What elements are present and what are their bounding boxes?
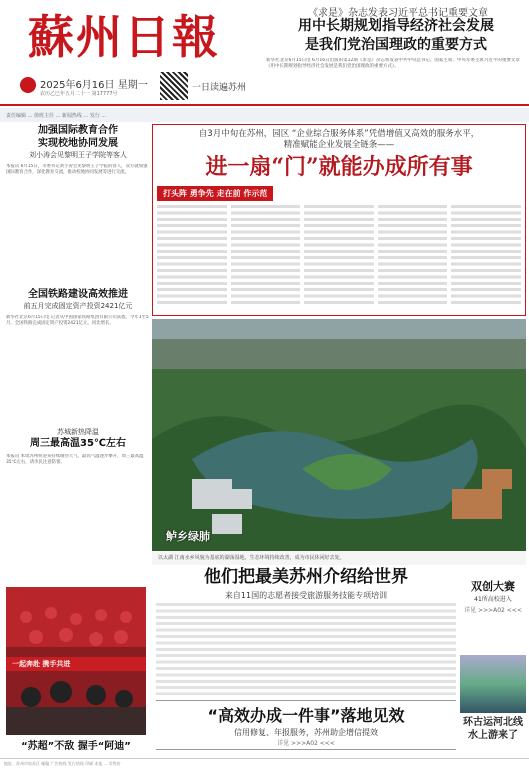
text-column	[231, 205, 301, 305]
story-subtitle: 来自11国的志愿者接受旅游服务技能专项培训	[224, 591, 388, 600]
bottom-story[interactable]	[156, 700, 456, 750]
story-subtitle: 前五月完成固定资产投资2421亿元	[23, 302, 133, 310]
football-photo[interactable]	[6, 587, 146, 735]
left-column	[6, 124, 150, 546]
story-title[interactable]	[6, 124, 150, 150]
story-title-line: 加强国际教育合作	[38, 125, 118, 136]
text-column	[304, 205, 374, 305]
qr-label: 一日读遍苏州	[192, 83, 247, 93]
footer: 地址：苏州市姑苏区 邮编 广告热线 发行热线 印刷 本报 ... 零售价	[0, 758, 529, 768]
top-story-headline[interactable]	[268, 17, 524, 55]
qr-code-icon[interactable]	[160, 72, 188, 100]
divider	[0, 104, 529, 106]
headline-line-2: 是我们党治国理政的重要方式	[305, 37, 487, 53]
story-body	[156, 603, 456, 695]
top-story-supertitle[interactable]: 《求是》杂志发表习近平总书记重要文章	[308, 8, 488, 19]
aerial-photo[interactable]	[152, 319, 526, 551]
story-body: 本报讯 6月15日，市委书记刘小涛会见黎明王子学院的客人，双方就加强国际教育合作，深化教育交流，推动校地协同发展等进行交流。	[6, 164, 148, 176]
masthead	[0, 0, 529, 108]
bottom-subtitle: 信用修复、年报服务，苏州助企增信提效	[234, 728, 378, 737]
text-column	[451, 205, 521, 305]
photo-banner: 一起奔赴 携手共进	[12, 660, 71, 668]
side-teaser[interactable]	[460, 578, 526, 614]
feature-title: 进一扇“门”就能办成所有事	[205, 154, 473, 180]
feature-deck-line: 精准赋能企业发展全链条——	[283, 140, 395, 150]
feature-deck	[157, 129, 521, 151]
side-title: 双创大赛	[471, 580, 515, 593]
text-column	[378, 205, 448, 305]
story-body: 本报讯 本周苏州将迎来持续晴热天气，最高气温逐步攀升，周三最高温35℃左右，请市民注意防暑。	[6, 454, 144, 466]
issue-info: 农历乙巳年五月二十一 第17777号	[40, 91, 118, 97]
river-title[interactable]: 环古运河北线水上游来了	[463, 717, 523, 741]
issue-date: 2025年6月16日 星期一	[40, 80, 148, 91]
see-more-link[interactable]: 详见 >>>A02 <<<	[277, 740, 335, 747]
river-photo[interactable]	[460, 655, 526, 713]
story-headline[interactable]: 他们把最美苏州介绍给世界	[204, 567, 408, 587]
photo-caption: “苏超”不敌 握手“阿迪”	[21, 741, 131, 752]
story-subtitle: 刘小涛会见黎明王子学院等客人	[29, 151, 127, 159]
info-bar: 责任编辑 ... 值班主任 ... 新闻热线 ... 发行 ...	[0, 108, 529, 122]
side-subtitle: 41所高校进入	[474, 596, 512, 603]
feature-story[interactable]	[152, 124, 526, 316]
story-title[interactable]: 周三最高温35℃左右	[29, 438, 127, 449]
feature-columns	[157, 205, 521, 305]
feature-tag: 打头阵 勇争先 走在前 作示范	[157, 186, 273, 201]
story-body: 新华社北京6月15日电 记者从中国国家铁路集团有限公司获悉，今年1至5月，全国铁路完成固定资产投资2421亿元，同比增长。	[6, 315, 149, 327]
story-title[interactable]: 全国铁路建设高效推进	[28, 289, 128, 300]
bottom-title: “高效办成一件事”落地见效	[207, 706, 405, 725]
seal-icon	[20, 77, 36, 93]
top-story-lead: 新华社北京6月15日电 6月16日出版的第12期《求是》杂志将发表中共中央总书记、国家主席、中央军委主席习近平的重要文章《用中长期规划指导经济社会发展是我们党治国理政的重要方式》。	[266, 58, 520, 70]
newspaper-logo: 蘇州日報	[28, 10, 220, 64]
text-column	[157, 205, 227, 305]
story-title-line: 实现校地协同发展	[38, 138, 118, 149]
feature-deck-line: 自3月中旬在苏州，园区 “企业综合服务体系”凭借增值又高效的服务水平，	[198, 129, 480, 139]
headline-line-1: 用中长期规划指导经济社会发展	[298, 18, 494, 34]
story-kicker: 苏城新热降温	[57, 428, 99, 436]
aerial-image	[152, 319, 526, 551]
aerial-caption: 以太湖 江南水乡风貌为基底的湖荡湿地，生态环境持续改善，成为市民休闲好去处。	[152, 551, 526, 565]
see-more-link[interactable]: 详见 >>>A02 <<<	[464, 607, 522, 614]
photo-label: 鲈乡绿肺	[166, 530, 210, 543]
